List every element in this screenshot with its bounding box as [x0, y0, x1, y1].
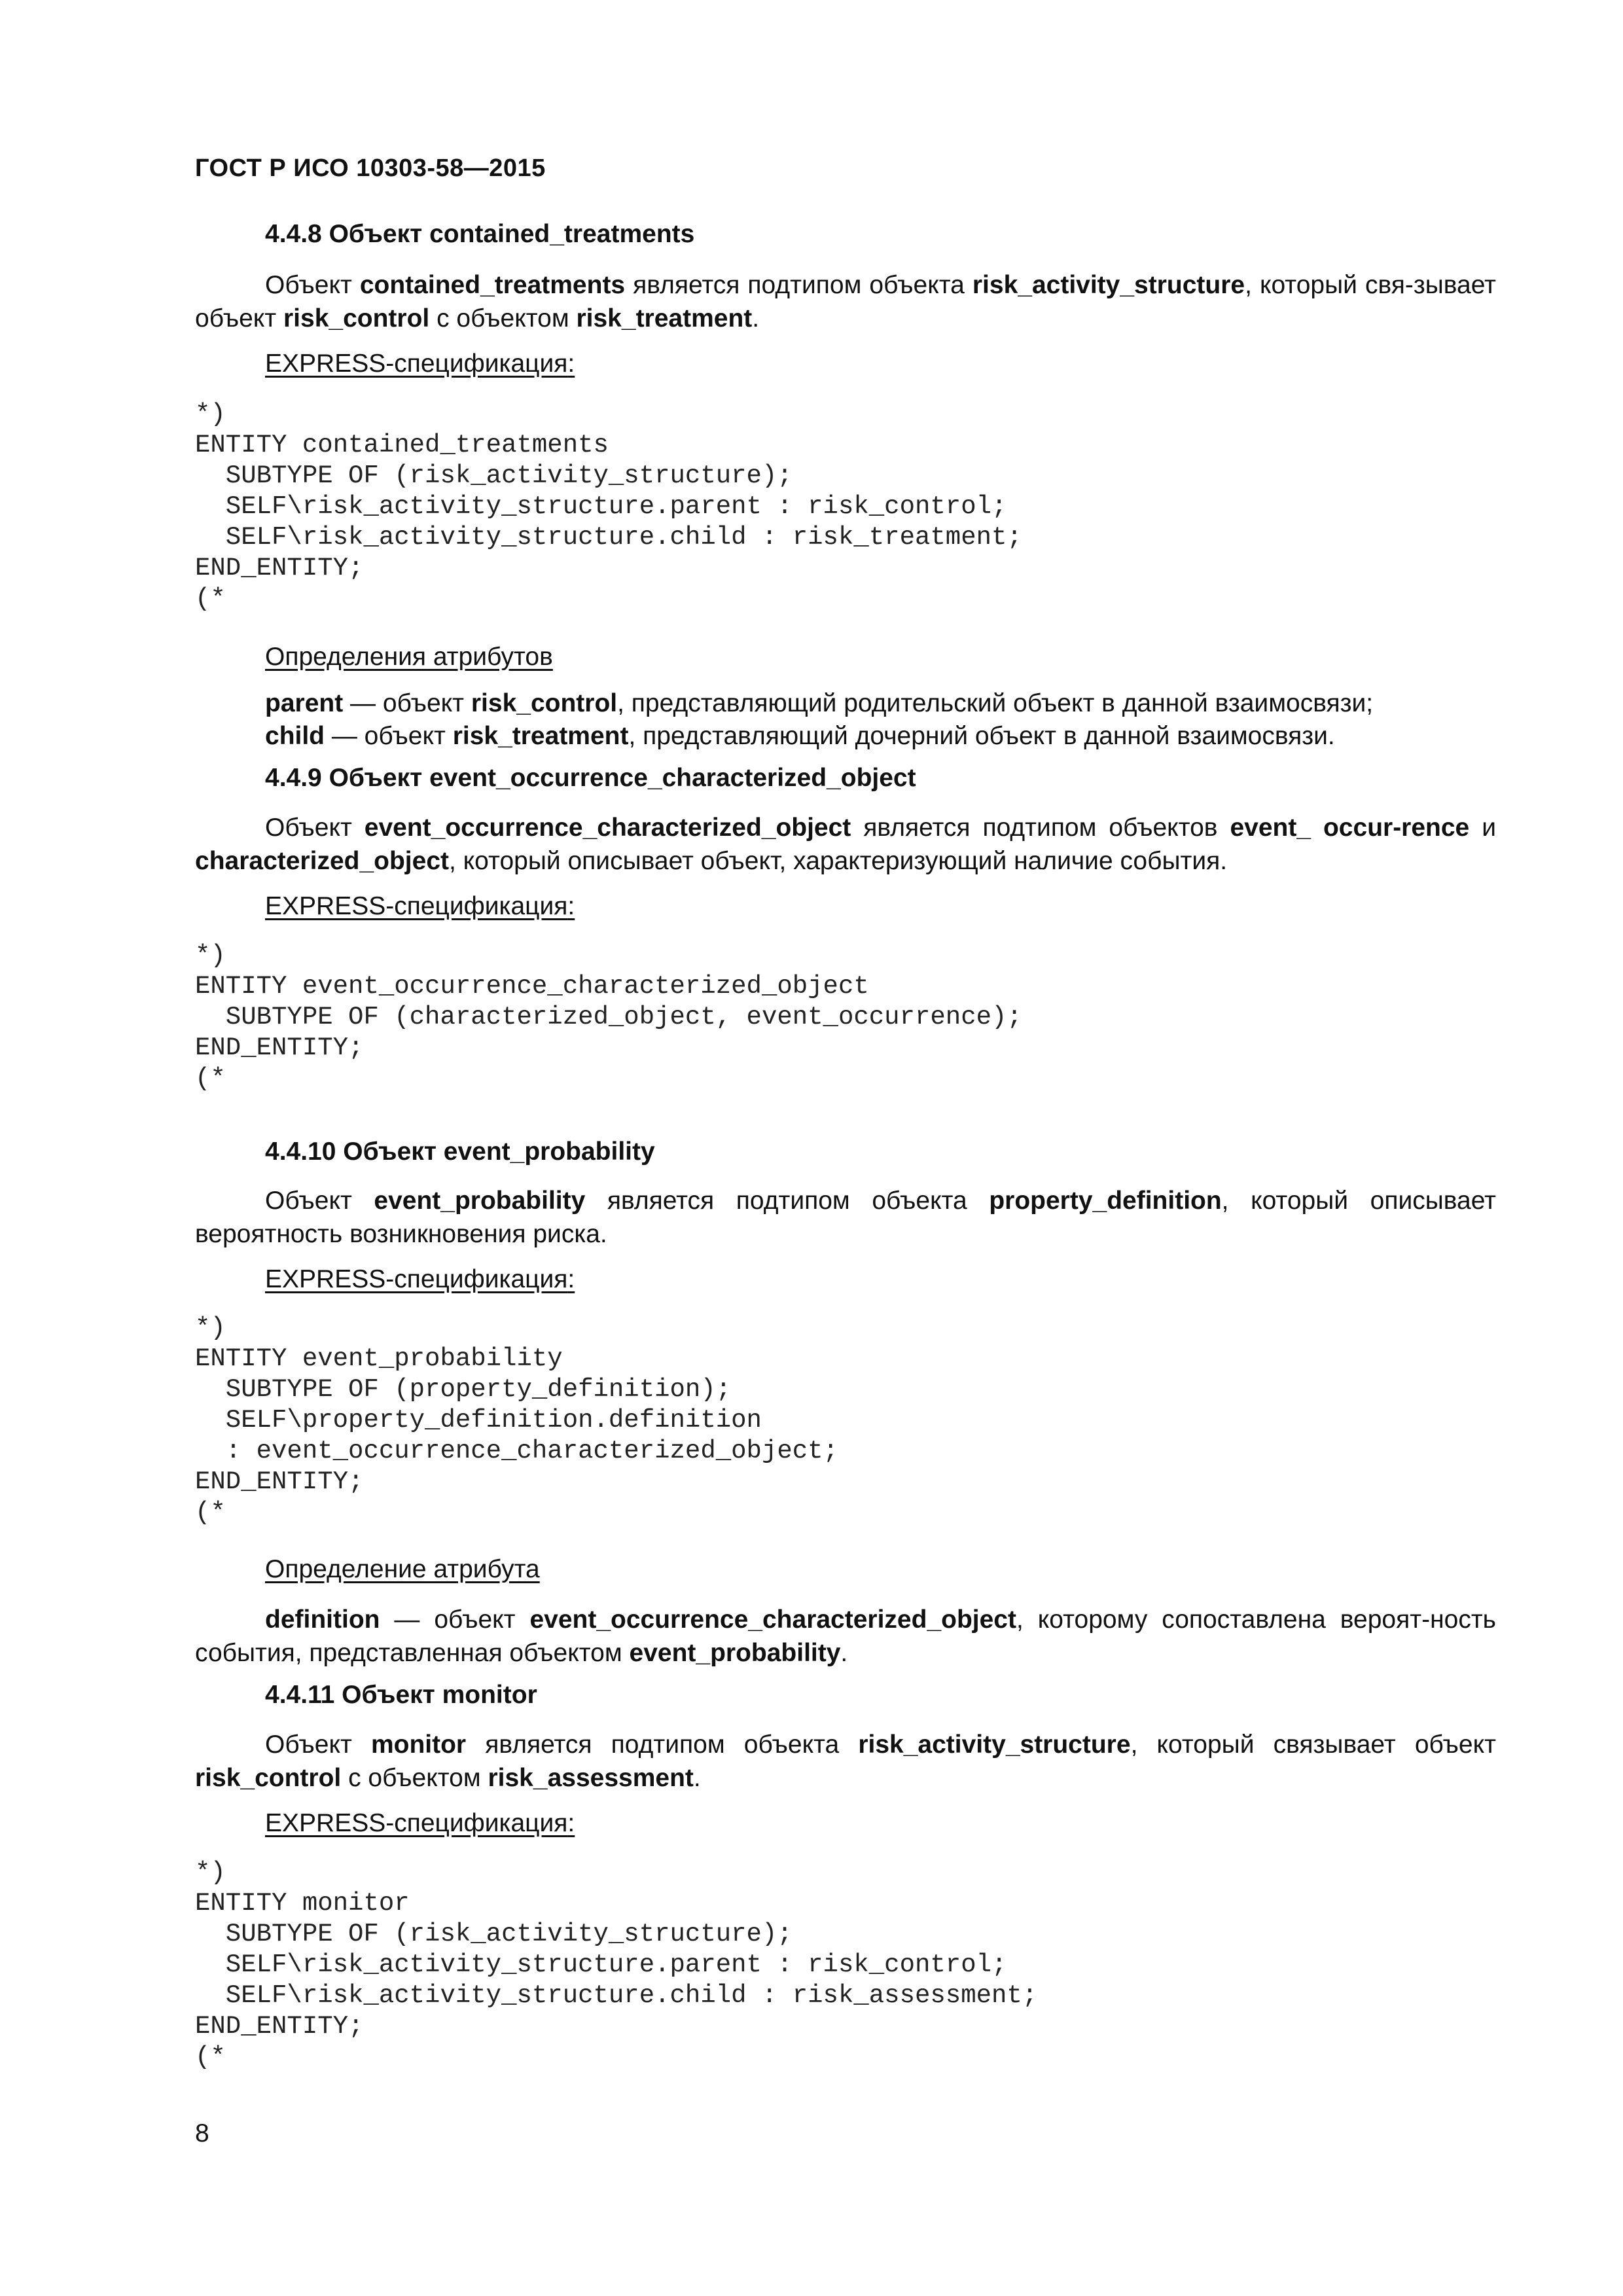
- section-heading-4-4-11: 4.4.11 Объект monitor: [265, 1681, 537, 1709]
- code-line: SELF\risk_activity_structure.child : risk_treatment;: [195, 523, 1022, 552]
- code-line: END_ENTITY;: [195, 2012, 364, 2041]
- code-line: ENTITY contained_treatments: [195, 431, 609, 459]
- code-line: SELF\risk_activity_structure.parent : risk_control;: [195, 1950, 1007, 1979]
- code-line: (*: [195, 584, 226, 613]
- attributes-heading: Определения атрибутов: [265, 643, 553, 671]
- section-heading-4-4-8: 4.4.8 Объект contained_treatments: [265, 220, 695, 248]
- attribute-heading: Определение атрибута: [265, 1555, 540, 1583]
- code-line: SELF\property_definition.definition: [195, 1406, 762, 1435]
- express-spec-label: EXPRESS-спецификация:: [265, 1265, 575, 1293]
- code-line: *): [195, 1858, 226, 1887]
- code-line: *): [195, 1314, 226, 1342]
- code-line: END_ENTITY;: [195, 1033, 364, 1062]
- code-line: ENTITY monitor: [195, 1889, 410, 1918]
- page-header: ГОСТ Р ИСО 10303-58—2015: [195, 154, 546, 182]
- code-line: ENTITY event_occurrence_characterized_object: [195, 972, 869, 1001]
- code-line: SELF\risk_activity_structure.child : risk_assessment;: [195, 1981, 1038, 2010]
- express-spec-label: EXPRESS-спецификация:: [265, 892, 575, 920]
- express-spec-label: EXPRESS-спецификация:: [265, 1809, 575, 1837]
- section-intro-4-4-11: Объект monitor является подтипом объекта risk_activity_structure, который связывает объект risk_control с объектом risk_assessment.: [195, 1731, 1496, 1792]
- code-line: SELF\risk_activity_structure.parent : risk_control;: [195, 492, 1007, 521]
- express-code-block: [195, 399, 1022, 615]
- code-line: SUBTYPE OF (characterized_object, event_occurrence);: [195, 1003, 1022, 1031]
- code-line: SUBTYPE OF (risk_activity_structure);: [195, 1920, 793, 1948]
- section-heading-4-4-9: 4.4.9 Объект event_occurrence_characterized_object: [265, 764, 916, 792]
- section-intro-4-4-8: Объект contained_treatments является подтипом объекта risk_activity_structure, который свя-зывает объект risk_control с объектом risk_treatment.: [195, 271, 1496, 332]
- express-code-block: [195, 1857, 1037, 2073]
- code-line: END_ENTITY;: [195, 554, 364, 583]
- code-line: (*: [195, 1498, 226, 1527]
- code-line: SUBTYPE OF (property_definition);: [195, 1375, 732, 1404]
- section-intro-4-4-10: Объект event_probability является подтипом объекта property_definition, который описывает вероятность возникновения риска.: [195, 1187, 1496, 1248]
- code-line: : event_occurrence_characterized_object;: [195, 1437, 838, 1465]
- code-line: *): [195, 941, 226, 970]
- section-heading-4-4-10: 4.4.10 Объект event_probability: [265, 1138, 655, 1166]
- code-line: SUBTYPE OF (risk_activity_structure);: [195, 461, 793, 490]
- code-line: *): [195, 400, 226, 429]
- code-line: ENTITY event_probability: [195, 1344, 563, 1373]
- attribute-definition: child — объект risk_treatment, представляющий дочерний объект в данной взаимосвязи.: [265, 722, 1335, 750]
- attribute-definition: definition — объект event_occurrence_characterized_object, которому сопоставлена вероят-ность события, представленная объектом event_probability.: [195, 1605, 1497, 1667]
- express-code-block: [195, 1313, 838, 1528]
- express-code-block: [195, 941, 1022, 1094]
- code-line: (*: [195, 1064, 226, 1093]
- section-intro-4-4-9: Объект event_occurrence_characterized_object является подтипом объектов event_ occur-rence и characterized_object, который описывает объект, характеризующий наличие события.: [195, 814, 1496, 875]
- attribute-definitions: [265, 687, 1373, 753]
- page-number: 8: [195, 2119, 209, 2147]
- express-spec-label: EXPRESS-спецификация:: [265, 350, 575, 378]
- code-line: (*: [195, 2043, 226, 2072]
- code-line: END_ENTITY;: [195, 1467, 364, 1496]
- attribute-definition: parent — объект risk_control, представляющий родительский объект в данной взаимосвязи;: [265, 689, 1374, 717]
